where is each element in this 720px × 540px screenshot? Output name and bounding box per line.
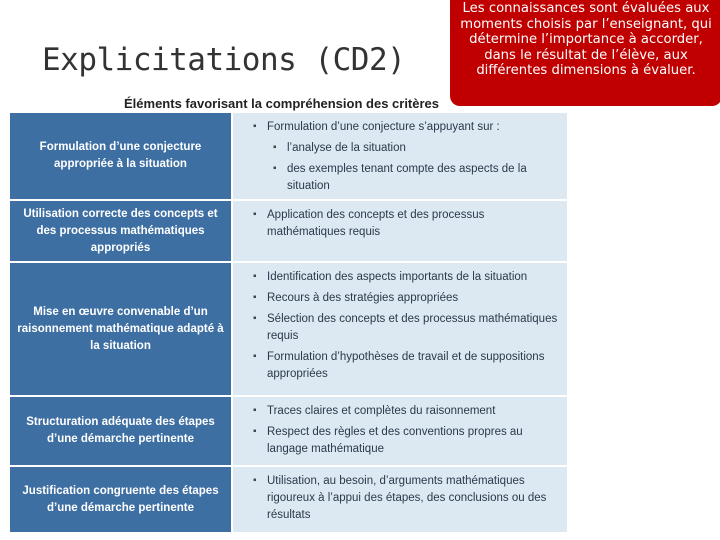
list-item-text: Formulation d’une conjecture s’appuyant sur : bbox=[267, 121, 500, 133]
list-item: ▪ Utilisation, au besoin, d’arguments mathématiques rigoureux à l’appui des étapes, des conclusions ou des résultats bbox=[257, 473, 559, 524]
list-item bbox=[257, 119, 559, 195]
list-item: ▪ Traces claires et complètes du raisonnement bbox=[257, 403, 559, 420]
sub-list-item: ▪ des exemples tenant compte des aspects de la situation bbox=[277, 161, 559, 195]
criterion-cell: Formulation d’une conjecture appropriée à la situation bbox=[10, 113, 231, 199]
elements-cell bbox=[233, 467, 567, 532]
criterion-cell: Mise en œuvre convenable d’un raisonnement mathématique adapté à la situation bbox=[10, 263, 231, 395]
table-heading: Éléments favorisant la compréhension des critères bbox=[124, 96, 440, 111]
criteria-table bbox=[10, 113, 567, 534]
table-row bbox=[10, 113, 567, 199]
elements-cell bbox=[233, 263, 567, 395]
callout-box bbox=[450, 0, 720, 106]
list-item: ▪ Application des concepts et des processus mathématiques requis bbox=[257, 207, 559, 241]
table-row bbox=[10, 263, 567, 395]
elements-cell bbox=[233, 397, 567, 465]
criterion-cell: Structuration adéquate des étapes d’une démarche pertinente bbox=[10, 397, 231, 465]
list-item: ▪ Respect des règles et des conventions propres au langage mathématique bbox=[257, 424, 559, 458]
criterion-cell: Justification congruente des étapes d’une démarche pertinente bbox=[10, 467, 231, 532]
list-item: ▪ Recours à des stratégies appropriées bbox=[257, 290, 559, 307]
list-item: ▪ Formulation d’hypothèses de travail et de suppositions appropriées bbox=[257, 349, 559, 383]
elements-cell bbox=[233, 113, 567, 199]
sub-list-item: ▪ l’analyse de la situation bbox=[277, 140, 559, 157]
list-item: ▪ Sélection des concepts et des processus mathématiques requis bbox=[257, 311, 559, 345]
callout-text: Les connaissances sont évaluées aux moments choisis par l’enseignant, qui détermine l’importance à accorder, dans le résultat de l’élève, aux différentes dimensions à évaluer. bbox=[460, 1, 712, 78]
elements-cell bbox=[233, 201, 567, 261]
table-row bbox=[10, 201, 567, 261]
slide-title: Explicitations (CD2) bbox=[42, 42, 406, 78]
criterion-cell: Utilisation correcte des concepts et des processus mathématiques appropriés bbox=[10, 201, 231, 261]
table-row bbox=[10, 397, 567, 465]
list-item: ▪ Identification des aspects importants de la situation bbox=[257, 269, 559, 286]
table-row bbox=[10, 467, 567, 532]
